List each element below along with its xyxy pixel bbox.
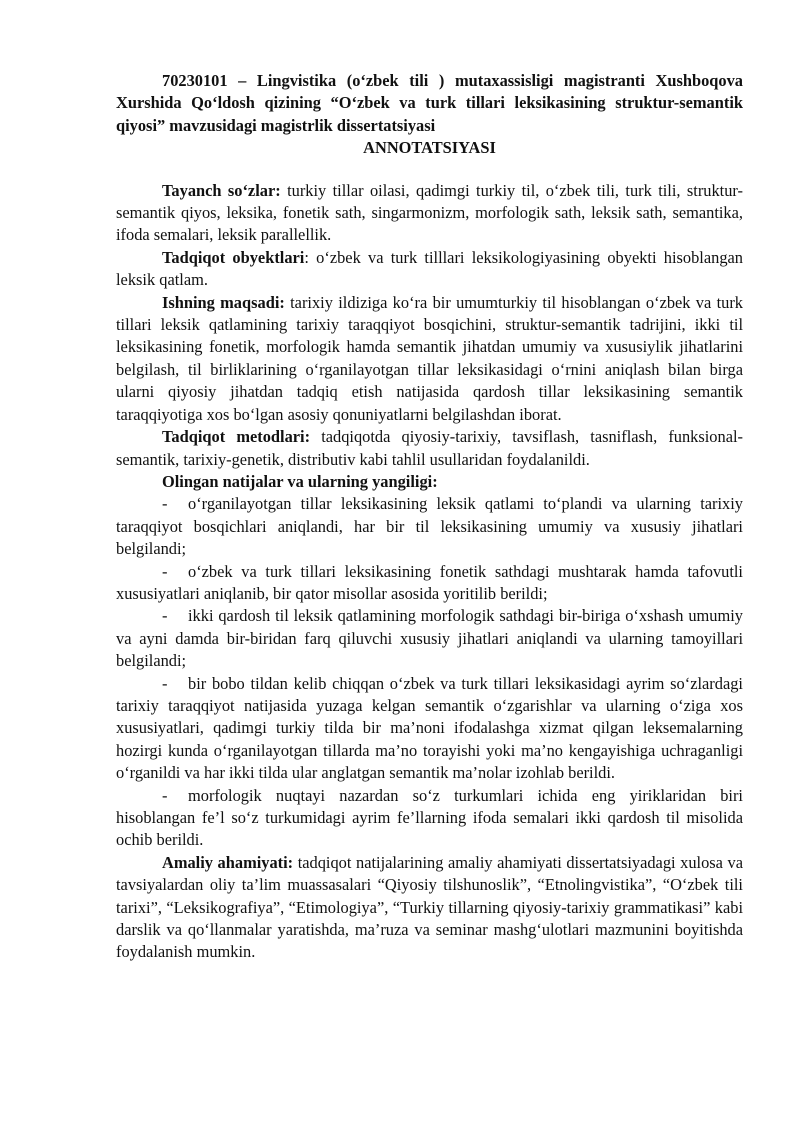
keywords-label: Tayanch so‘zlar: (162, 180, 281, 200)
result-item (116, 785, 743, 852)
result-item (116, 493, 743, 560)
result-item-text: o‘rganilayotgan tillar leksikasining leksik qatlami to‘plandi va ularning tarixiy taraqqiyot bosqichlari aniqlandi, har bir til leksikasining umumiy va xususiy jihatlari belgilandi; (116, 494, 743, 559)
results-label: Olingan natijalar va ularning yangiligi: (162, 471, 438, 491)
objects-paragraph (116, 247, 743, 292)
bullet-dash: - (162, 561, 168, 581)
result-item (116, 673, 743, 785)
result-item-text: morfologik nuqtayi nazardan so‘z turkumlari ichida eng yiriklaridan biri hisoblangan fe’l so‘z turkumidagi ayrim fe’llarning ifoda semalari ikki qardosh til misolida ochib berildi. (116, 785, 743, 850)
keywords-paragraph (116, 180, 743, 247)
bullet-dash: - (162, 606, 168, 626)
goal-paragraph (116, 292, 743, 426)
result-item-text: bir bobo tildan kelib chiqqan o‘zbek va turk tillari leksikasidagi ayrim so‘zlardagi tarixiy taraqqiyot natijasida yuzaga kelgan semantik o‘zgarishlar va ularning o‘ziga xos xususiyatlari, qadimgi turkiy tilda bir ma’noni ifodalashga xizmat qilgan leksemalarning hozirgi kunda o‘rganilayotgan tillarda ma’no torayishi yoki ma’no kengayishiga uchraganligi o‘rganildi va har ikki tilda ular anglatgan semantik ma’nolar izohlab berildi. (116, 673, 743, 783)
result-item (116, 605, 743, 672)
methods-text: tadqiqotda qiyosiy-tarixiy, tavsiflash, tasniflash, funksional-semantik, tarixiy-genetik, distributiv kabi tahlil usullaridan foydalanildi. (116, 427, 743, 469)
bullet-dash: - (162, 785, 168, 805)
practical-text: tadqiqot natijalarining amaliy ahamiyati dissertatsiyadagi xulosa va tavsiyalardan oliy ta’lim muassasalari “Qiyosiy tilshunoslik”, “Etnolingvistika”, “O‘zbek tili tarixi”, “Leksikografiya”, “Etimologiya”, “Turkiy tillarning qiyosiy-tarixiy grammatikasi” kabi darslik va qo‘llanmalar yaratishda, ma’ruza va seminar mashg‘ulotlari mazmunini boyitishda foydalanish mumkin. (116, 852, 743, 962)
result-item (116, 561, 743, 606)
practical-paragraph (116, 852, 743, 964)
document-title: 70230101 – Lingvistika (o‘zbek tili ) mutaxassisligi magistranti Xushboqova Xurshida Qo‘ldosh qizining “O‘zbek va turk tillari leksikasining struktur-semantik qiyosi” mavzusidagi magistrlik dissertatsiyasi (116, 71, 743, 135)
result-item-text: o‘zbek va turk tillari leksikasining fonetik sathdagi mushtarak hamda tafovutli xususiyatlari aniqlanib, bir qator misollar asosida yoritilib berildi; (116, 561, 743, 603)
objects-text: : o‘zbek va turk tilllari leksikologiyasining obyekti hisoblangan leksik qatlam. (116, 247, 743, 290)
methods-paragraph (116, 426, 743, 471)
methods-label: Tadqiqot metodlari: (162, 427, 311, 447)
document-page (116, 70, 743, 964)
document-subtitle: ANNOTATSIYASI (363, 138, 496, 158)
keywords-text: turkiy tillar oilasi, qadimgi turkiy til, o‘zbek tili, turk tili, struktur-semantik qiyos, leksika, fonetik sath, singarmonizm, morfologik sath, leksik sath, semantika, ifoda semalari, leksik parallellik. (116, 180, 744, 245)
results-heading (116, 471, 743, 493)
result-item-text: ikki qardosh til leksik qatlamining morfologik sathdagi bir-biriga o‘xshash umumiy va ayni damda bir-biridan farq qiluvchi xususiy jihatlari aniqlandi va ularning tamoyillari belgilandi; (116, 606, 743, 671)
practical-label: Amaliy ahamiyati: (162, 852, 294, 872)
goal-label: Ishning maqsadi: (162, 292, 285, 312)
goal-text: tarixiy ildiziga ko‘ra bir umumturkiy til hisoblangan o‘zbek va turk tillari leksik qatlamining tarixiy taraqqiyot bosqichini, struktur-semantik tadrijini, ikki til leksikasining fonetik, morfologik hamda semantik jihatdan umumiy va xususiylik jihatlarini belgilash, til birliklarining o‘rganilayotgan tillar leksikasidagi o‘rnini aniqlash bilan birga ularni qiyosiy jihatdan tadqiq etish natijasida qardosh tillar leksikasining semantik taraqqiyotiga xos bo‘lgan asosiy qonuniyatlarni belgilashdan iborat. (116, 292, 743, 424)
bullet-dash: - (162, 494, 168, 514)
objects-label: Tadqiqot obyektlari (162, 247, 305, 267)
bullet-dash: - (162, 673, 168, 693)
